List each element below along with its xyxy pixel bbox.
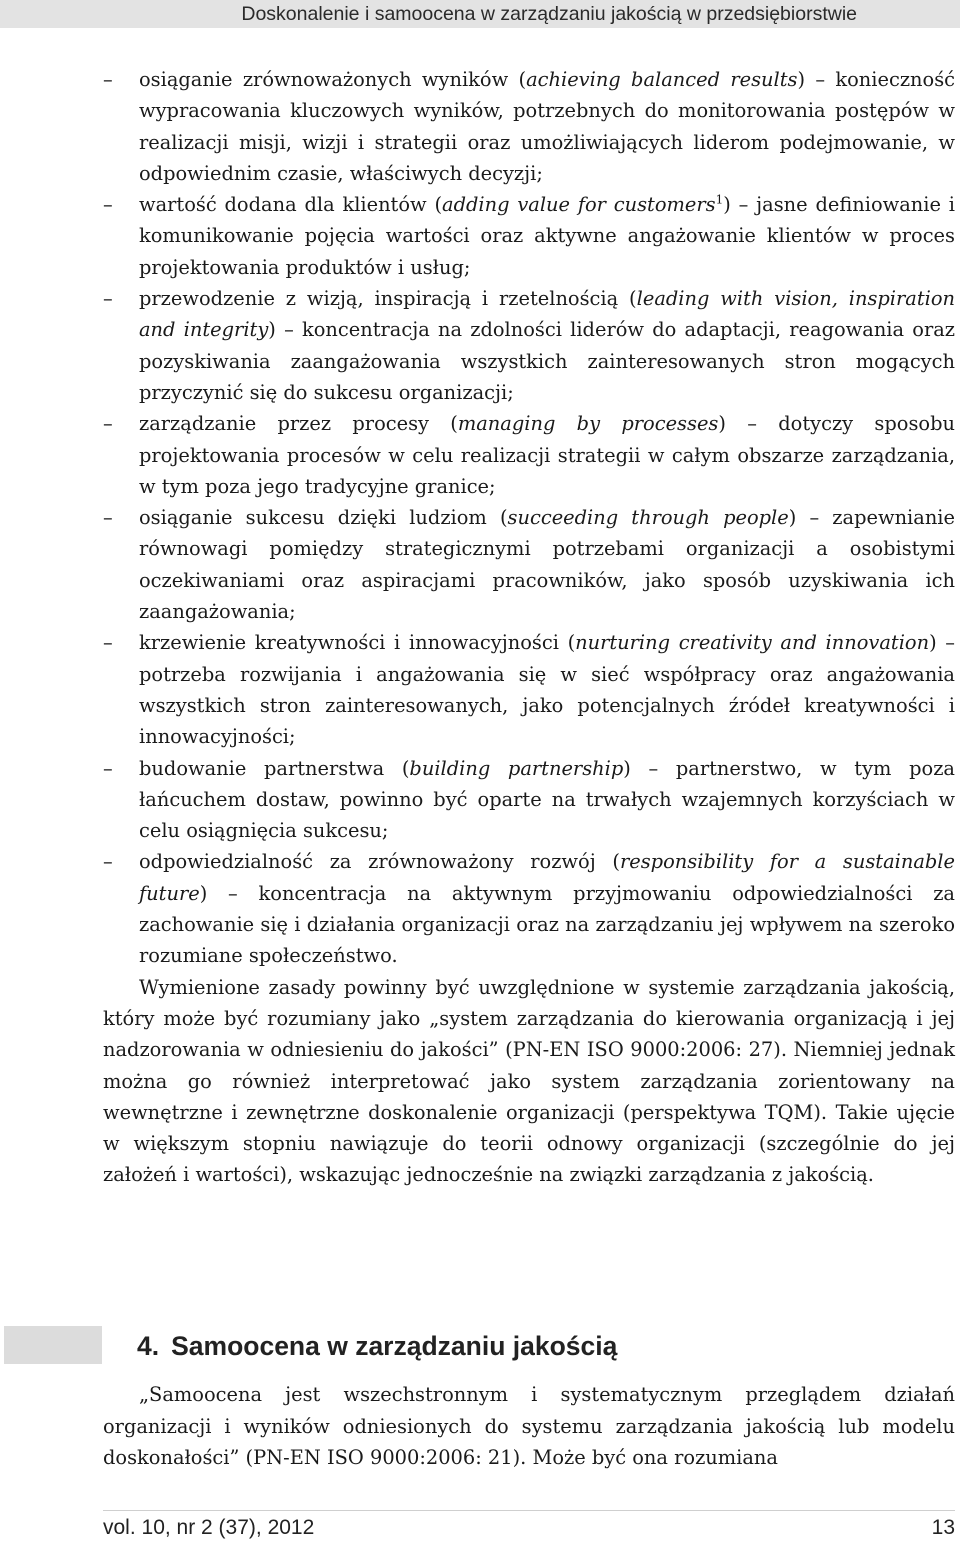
list-dash: – xyxy=(103,68,113,91)
list-item-term: succeeding through people xyxy=(507,506,789,530)
page-number: 13 xyxy=(931,1516,955,1539)
footer-divider xyxy=(103,1510,955,1511)
list-item-rest: ) – koncentracja na aktywnym przyjmowaniu odpowiedzialności za zachowanie się i działania organizacji oraz na zarządzaniu jej wpływem na szeroko rozumiane społeczeństwo. xyxy=(139,881,955,968)
list-item xyxy=(103,502,955,627)
footnote-marker: 1 xyxy=(715,192,724,207)
list-dash: – xyxy=(103,412,113,436)
list-item xyxy=(103,846,955,971)
list-item-lead: wartość dodana dla klientów ( xyxy=(139,193,443,217)
list-item-lead: krzewienie kreatywności i innowacyjności ( xyxy=(139,631,576,655)
list-item-lead: osiąganie sukcesu dzięki ludziom ( xyxy=(139,506,508,530)
list-dash: – xyxy=(103,287,113,311)
list-item-lead: przewodzenie z wizją, inspiracją i rzetelnością ( xyxy=(139,287,637,311)
list-item xyxy=(103,627,955,752)
list-dash: – xyxy=(103,756,113,780)
list-item-term: building partnership xyxy=(409,756,624,780)
list-item-term: leading with vision, inspiration and integrity xyxy=(139,287,955,342)
footer-issue: vol. 10, nr 2 (37), 2012 xyxy=(103,1516,315,1539)
running-header-title: Doskonalenie i samoocena w zarządzaniu jakością w przedsiębiorstwie xyxy=(241,3,857,25)
list-item-term: adding value for customers xyxy=(442,193,716,217)
list-dash: – xyxy=(103,193,113,217)
list-item-lead: budowanie partnerstwa ( xyxy=(139,756,410,780)
principles-list xyxy=(103,64,955,972)
summary-paragraph: Wymienione zasady powinny być uwzględnione w systemie zarządzania jakością, który może być rozumiany jako „system zarządzania do kierowania organizacją i jej nadzorowania w odniesieniu do jakości” (PN-EN ISO 9000:2006: 27). Niemniej jednak można go również interpretować jako system zarządzania zorientowany na wewnętrzne i zewnętrzne doskonalenie organizacji (perspektywa TQM). Takie ujęcie w większym stopniu nawiązuje do teorii odnowy organizacji (szczególnie do jej założeń i wartości), wskazując jednocześnie na związki zarządzania z jakością. xyxy=(103,975,955,1187)
list-item xyxy=(103,753,955,847)
list-item-term: achieving balanced results xyxy=(526,68,798,91)
section-title: Samoocena w zarządzaniu jakością xyxy=(171,1331,618,1361)
list-item xyxy=(103,408,955,502)
list-item-rest: ) – partnerstwo, w tym poza łańcuchem dostaw, powinno być oparte na trwałych wzajemnych korzyściach w celu osiągnięcia sukcesu; xyxy=(139,756,955,843)
list-item-lead: odpowiedzialność za zrównoważony rozwój ( xyxy=(139,850,620,874)
list-dash: – xyxy=(103,631,113,655)
list-item-term: managing by processes xyxy=(457,412,719,436)
list-item-rest: ) – potrzeba rozwijania i angażowania się w sieć współpracy oraz angażowania wszystkich stron zainteresowanych, jako potencjalnych źródeł kreatywności i innowacyjności; xyxy=(139,631,955,749)
article-body xyxy=(103,64,955,1191)
list-item xyxy=(103,189,955,283)
list-item-rest: ) – jasne definiowanie i komunikowanie pojęcia wartości oraz aktywne angażowanie klientów w proces projektowania produktów i usług; xyxy=(139,193,955,279)
list-item-rest: ) – koncentracja na zdolności liderów do adaptacji, reagowania oraz pozyskiwania zaangażowania wszystkich zainteresowanych stron mogących przyczynić się do sukcesu organizacji; xyxy=(139,318,956,404)
list-item xyxy=(103,64,955,189)
list-dash: – xyxy=(103,850,113,874)
list-dash: – xyxy=(103,506,113,530)
list-item-rest: ) – dotyczy sposobu projektowania procesów w celu realizacji strategii w całym obszarze zarządzania, w tym poza jego tradycyjne granice; xyxy=(139,412,955,498)
list-item-term: nurturing creativity and innovation xyxy=(575,631,930,655)
section-marker-bar xyxy=(4,1326,102,1364)
list-item-lead: osiąganie zrównoważonych wyników ( xyxy=(139,68,527,91)
list-item-rest: ) – zapewnianie równowagi pomiędzy strategicznymi potrzebami organizacji a osobistymi oczekiwaniami oraz aspiracjami pracowników, jako sposób uzyskiwania ich zaangażowania; xyxy=(139,506,955,624)
list-item-lead: zarządzanie przez procesy ( xyxy=(139,412,458,436)
section-heading xyxy=(137,1327,617,1365)
section-paragraph: „Samoocena jest wszechstronnym i systematycznym przeglądem działań organizacji i wyników odniesionych do systemu zarządzania jakością lub modelu doskonałości” (PN-EN ISO 9000:2006: 21). Może być ona rozumiana xyxy=(103,1383,955,1469)
list-item-term: responsibility for a sustainable future xyxy=(139,850,955,905)
running-header xyxy=(0,0,960,28)
list-item-rest: ) – konieczność wypracowania kluczowych wyników, potrzebnych do monitorowania postępów w realizacji misji, wizji i strategii oraz umożliwiających liderom podejmowanie, w odpowiednim czasie, właściwych decyzji; xyxy=(139,68,956,185)
list-item xyxy=(103,283,955,408)
section-number: 4. xyxy=(137,1331,160,1361)
